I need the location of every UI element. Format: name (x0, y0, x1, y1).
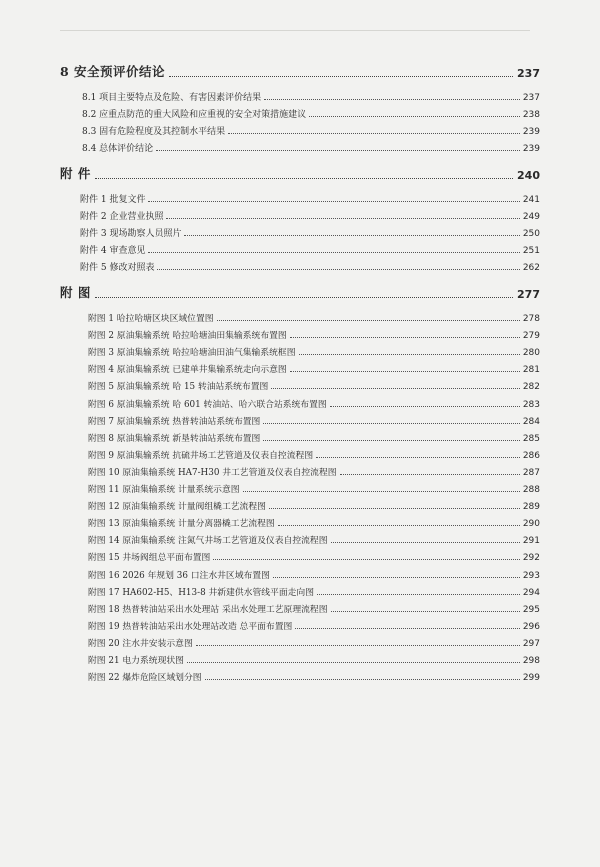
toc-entry[interactable] (60, 427, 540, 444)
toc-entry-title: 附图 12 原油集输系统 计量阀组橇工艺流程图 (88, 502, 266, 513)
toc-entry-title: 附件 2 企业营业执照 (80, 212, 164, 222)
toc-page-number: 239 (522, 144, 540, 154)
toc-section-heading[interactable] (60, 281, 540, 301)
dot-leader (148, 251, 519, 253)
dot-leader (271, 387, 519, 389)
dot-leader (156, 149, 520, 151)
toc-entry-title: 附件 3 现场勘察人员照片 (80, 229, 182, 239)
dot-leader (278, 524, 520, 526)
toc-section-title: 8 安全预评价结论 (60, 62, 169, 80)
toc-entry-title: 8.1 项目主要特点及危险、有害因素评价结果 (82, 93, 262, 103)
toc-entry[interactable] (60, 546, 540, 563)
dot-leader (148, 200, 519, 202)
toc-page-number: 251 (522, 246, 540, 256)
toc-entry[interactable] (60, 598, 540, 615)
dot-leader (331, 541, 520, 543)
toc-section-title: 附 图 (60, 283, 95, 301)
toc-entry-title: 附图 11 原油集输系统 计量系统示意图 (88, 485, 240, 496)
dot-leader (264, 98, 520, 100)
dot-leader (95, 296, 513, 298)
toc-entry[interactable] (60, 581, 540, 598)
toc-entry-title: 附图 1 哈拉哈塘区块区域位置图 (88, 314, 214, 325)
toc-entry-title: 附件 5 修改对照表 (80, 263, 155, 273)
toc-page-number: 287 (522, 467, 540, 478)
dot-leader (213, 558, 519, 560)
dot-leader (340, 473, 520, 475)
dot-leader (205, 678, 520, 680)
dot-leader (243, 490, 520, 492)
toc-entry-title: 附图 18 热普转油站采出水处理站 采出水处理工艺原理流程图 (88, 604, 328, 615)
toc-entry[interactable] (60, 512, 540, 529)
dot-leader (228, 132, 520, 134)
toc-page-number: 296 (522, 621, 540, 632)
toc-page-number: 281 (522, 365, 540, 376)
toc-page-number: 280 (522, 348, 540, 359)
toc-entry-title: 附图 10 原油集输系统 HA7-H30 井工艺管道及仪表自控流程图 (88, 467, 337, 478)
dot-leader (295, 627, 519, 629)
figure-list (60, 307, 540, 683)
toc-page-number: 284 (522, 416, 540, 427)
toc-entry[interactable] (60, 341, 540, 358)
toc-entry[interactable] (60, 222, 540, 239)
dot-leader (290, 336, 520, 338)
toc-entry[interactable] (60, 649, 540, 666)
toc-page-number: 290 (522, 519, 540, 530)
toc-entry[interactable] (60, 410, 540, 427)
dot-leader (263, 439, 519, 441)
toc-entry-title: 8.3 固有危险程度及其控制水平结果 (82, 127, 226, 137)
toc-page-number: 291 (522, 536, 540, 547)
toc-entry-title: 附图 5 原油集输系统 哈 15 转油站系统布置图 (88, 382, 269, 393)
dot-leader (169, 75, 513, 77)
toc-entry[interactable] (60, 495, 540, 512)
toc-entry[interactable] (60, 461, 540, 478)
toc-entry-title: 附图 21 电力系统现状图 (88, 655, 184, 666)
toc-entry[interactable] (60, 324, 540, 341)
toc-entry-title: 附件 4 审查意见 (80, 246, 146, 256)
toc-entry-title: 附图 20 注水井安装示意图 (88, 638, 193, 649)
toc-page-number: 282 (522, 382, 540, 393)
toc-section-title: 附 件 (60, 164, 95, 182)
toc-page-number: 241 (522, 195, 540, 205)
toc-page-number: 237 (522, 93, 540, 103)
toc-page-number: 262 (522, 263, 540, 273)
toc-page-number: 285 (522, 433, 540, 444)
toc-entry[interactable] (60, 188, 540, 205)
dot-leader (316, 456, 520, 458)
header-rule (60, 30, 530, 41)
toc-page-number: 292 (522, 553, 540, 564)
toc-entry[interactable] (60, 375, 540, 392)
toc-entry-title: 8.4 总体评价结论 (82, 144, 154, 154)
dot-leader (331, 610, 520, 612)
toc-entry-title: 附图 7 原油集输系统 热普转油站系统布置图 (88, 416, 261, 427)
toc-entry[interactable] (60, 529, 540, 546)
toc-page-number: 299 (522, 673, 540, 684)
dot-leader (269, 507, 520, 509)
toc-page-number: 279 (522, 331, 540, 342)
toc-entry[interactable] (60, 666, 540, 683)
dot-leader (184, 234, 519, 236)
toc-page-number: 288 (522, 485, 540, 496)
toc-entry[interactable] (60, 256, 540, 273)
toc-entry[interactable] (60, 137, 540, 154)
toc-entry[interactable] (60, 103, 540, 120)
toc-entry-title: 附图 19 热普转油站采出水处理站改造 总平面布置图 (88, 621, 293, 632)
dot-leader (187, 661, 520, 663)
toc-page-number: 286 (522, 450, 540, 461)
table-of-contents (60, 60, 540, 683)
dot-leader (273, 576, 520, 578)
toc-entry-title: 8.2 应重点防范的重大风险和应重视的安全对策措施建议 (82, 110, 307, 120)
toc-page-number: 278 (522, 314, 540, 325)
toc-page-number: 238 (522, 110, 540, 120)
dot-leader (95, 177, 513, 179)
dot-leader (166, 217, 519, 219)
toc-section-heading[interactable] (60, 60, 540, 80)
dot-leader (196, 644, 520, 646)
toc-entry-title: 附图 6 原油集输系统 哈 601 转油站、哈六联合站系统布置图 (88, 399, 327, 410)
toc-entry-title: 附图 15 井场阀组总平面布置图 (88, 553, 211, 564)
toc-entry[interactable] (60, 563, 540, 580)
toc-entry[interactable] (60, 307, 540, 324)
toc-section-heading[interactable] (60, 162, 540, 182)
toc-entry-title: 附图 14 原油集输系统 注氮气井场工艺管道及仪表自控流程图 (88, 536, 328, 547)
toc-entry[interactable] (60, 392, 540, 409)
toc-entry[interactable] (60, 120, 540, 137)
toc-entry-title: 附件 1 批复文件 (80, 195, 146, 205)
toc-page-number: 283 (522, 399, 540, 410)
toc-entry-title: 附图 3 原油集输系统 哈拉哈塘油田油气集输系统框图 (88, 348, 296, 359)
toc-entry-title: 附图 8 原油集输系统 新垦转油站系统布置图 (88, 433, 261, 444)
toc-entry[interactable] (60, 86, 540, 103)
toc-page-number: 240 (517, 169, 540, 182)
toc-entry-title: 附图 16 2026 年规划 36 口注水井区域布置图 (88, 570, 270, 581)
toc-entry[interactable] (60, 478, 540, 495)
toc-entry-title: 附图 4 原油集输系统 已建单井集输系统走向示意图 (88, 365, 287, 376)
toc-page-number: 239 (522, 127, 540, 137)
toc-entry[interactable] (60, 615, 540, 632)
dot-leader (263, 422, 519, 424)
dot-leader (317, 593, 520, 595)
toc-entry-title: 附图 9 原油集输系统 抗硫井场工艺管道及仪表自控流程图 (88, 450, 314, 461)
dot-leader (157, 268, 519, 270)
toc-entry[interactable] (60, 632, 540, 649)
toc-entry-title: 附图 13 原油集输系统 计量分离器橇工艺流程图 (88, 519, 275, 530)
toc-entry-title: 附图 22 爆炸危险区域划分图 (88, 673, 202, 684)
toc-entry-title: 附图 17 HA602-H5、H13-8 井新建供水管线平面走向图 (88, 587, 315, 598)
dot-leader (299, 353, 520, 355)
toc-page-number: 289 (522, 502, 540, 513)
toc-entry-title: 附图 2 原油集输系统 哈拉哈塘油田集输系统布置图 (88, 331, 287, 342)
toc-entry[interactable] (60, 358, 540, 375)
toc-entry[interactable] (60, 205, 540, 222)
toc-page-number: 298 (522, 655, 540, 666)
toc-entry[interactable] (60, 444, 540, 461)
toc-page-number: 294 (522, 587, 540, 598)
toc-entry[interactable] (60, 239, 540, 256)
toc-page-number: 277 (517, 288, 540, 301)
toc-page-number: 249 (522, 212, 540, 222)
dot-leader (217, 319, 520, 321)
dot-leader (309, 115, 520, 117)
dot-leader (290, 370, 520, 372)
toc-page-number: 237 (517, 67, 540, 80)
toc-page-number: 297 (522, 638, 540, 649)
toc-page-number: 250 (522, 229, 540, 239)
toc-page-number: 293 (522, 570, 540, 581)
toc-page-number: 295 (522, 604, 540, 615)
dot-leader (330, 405, 520, 407)
